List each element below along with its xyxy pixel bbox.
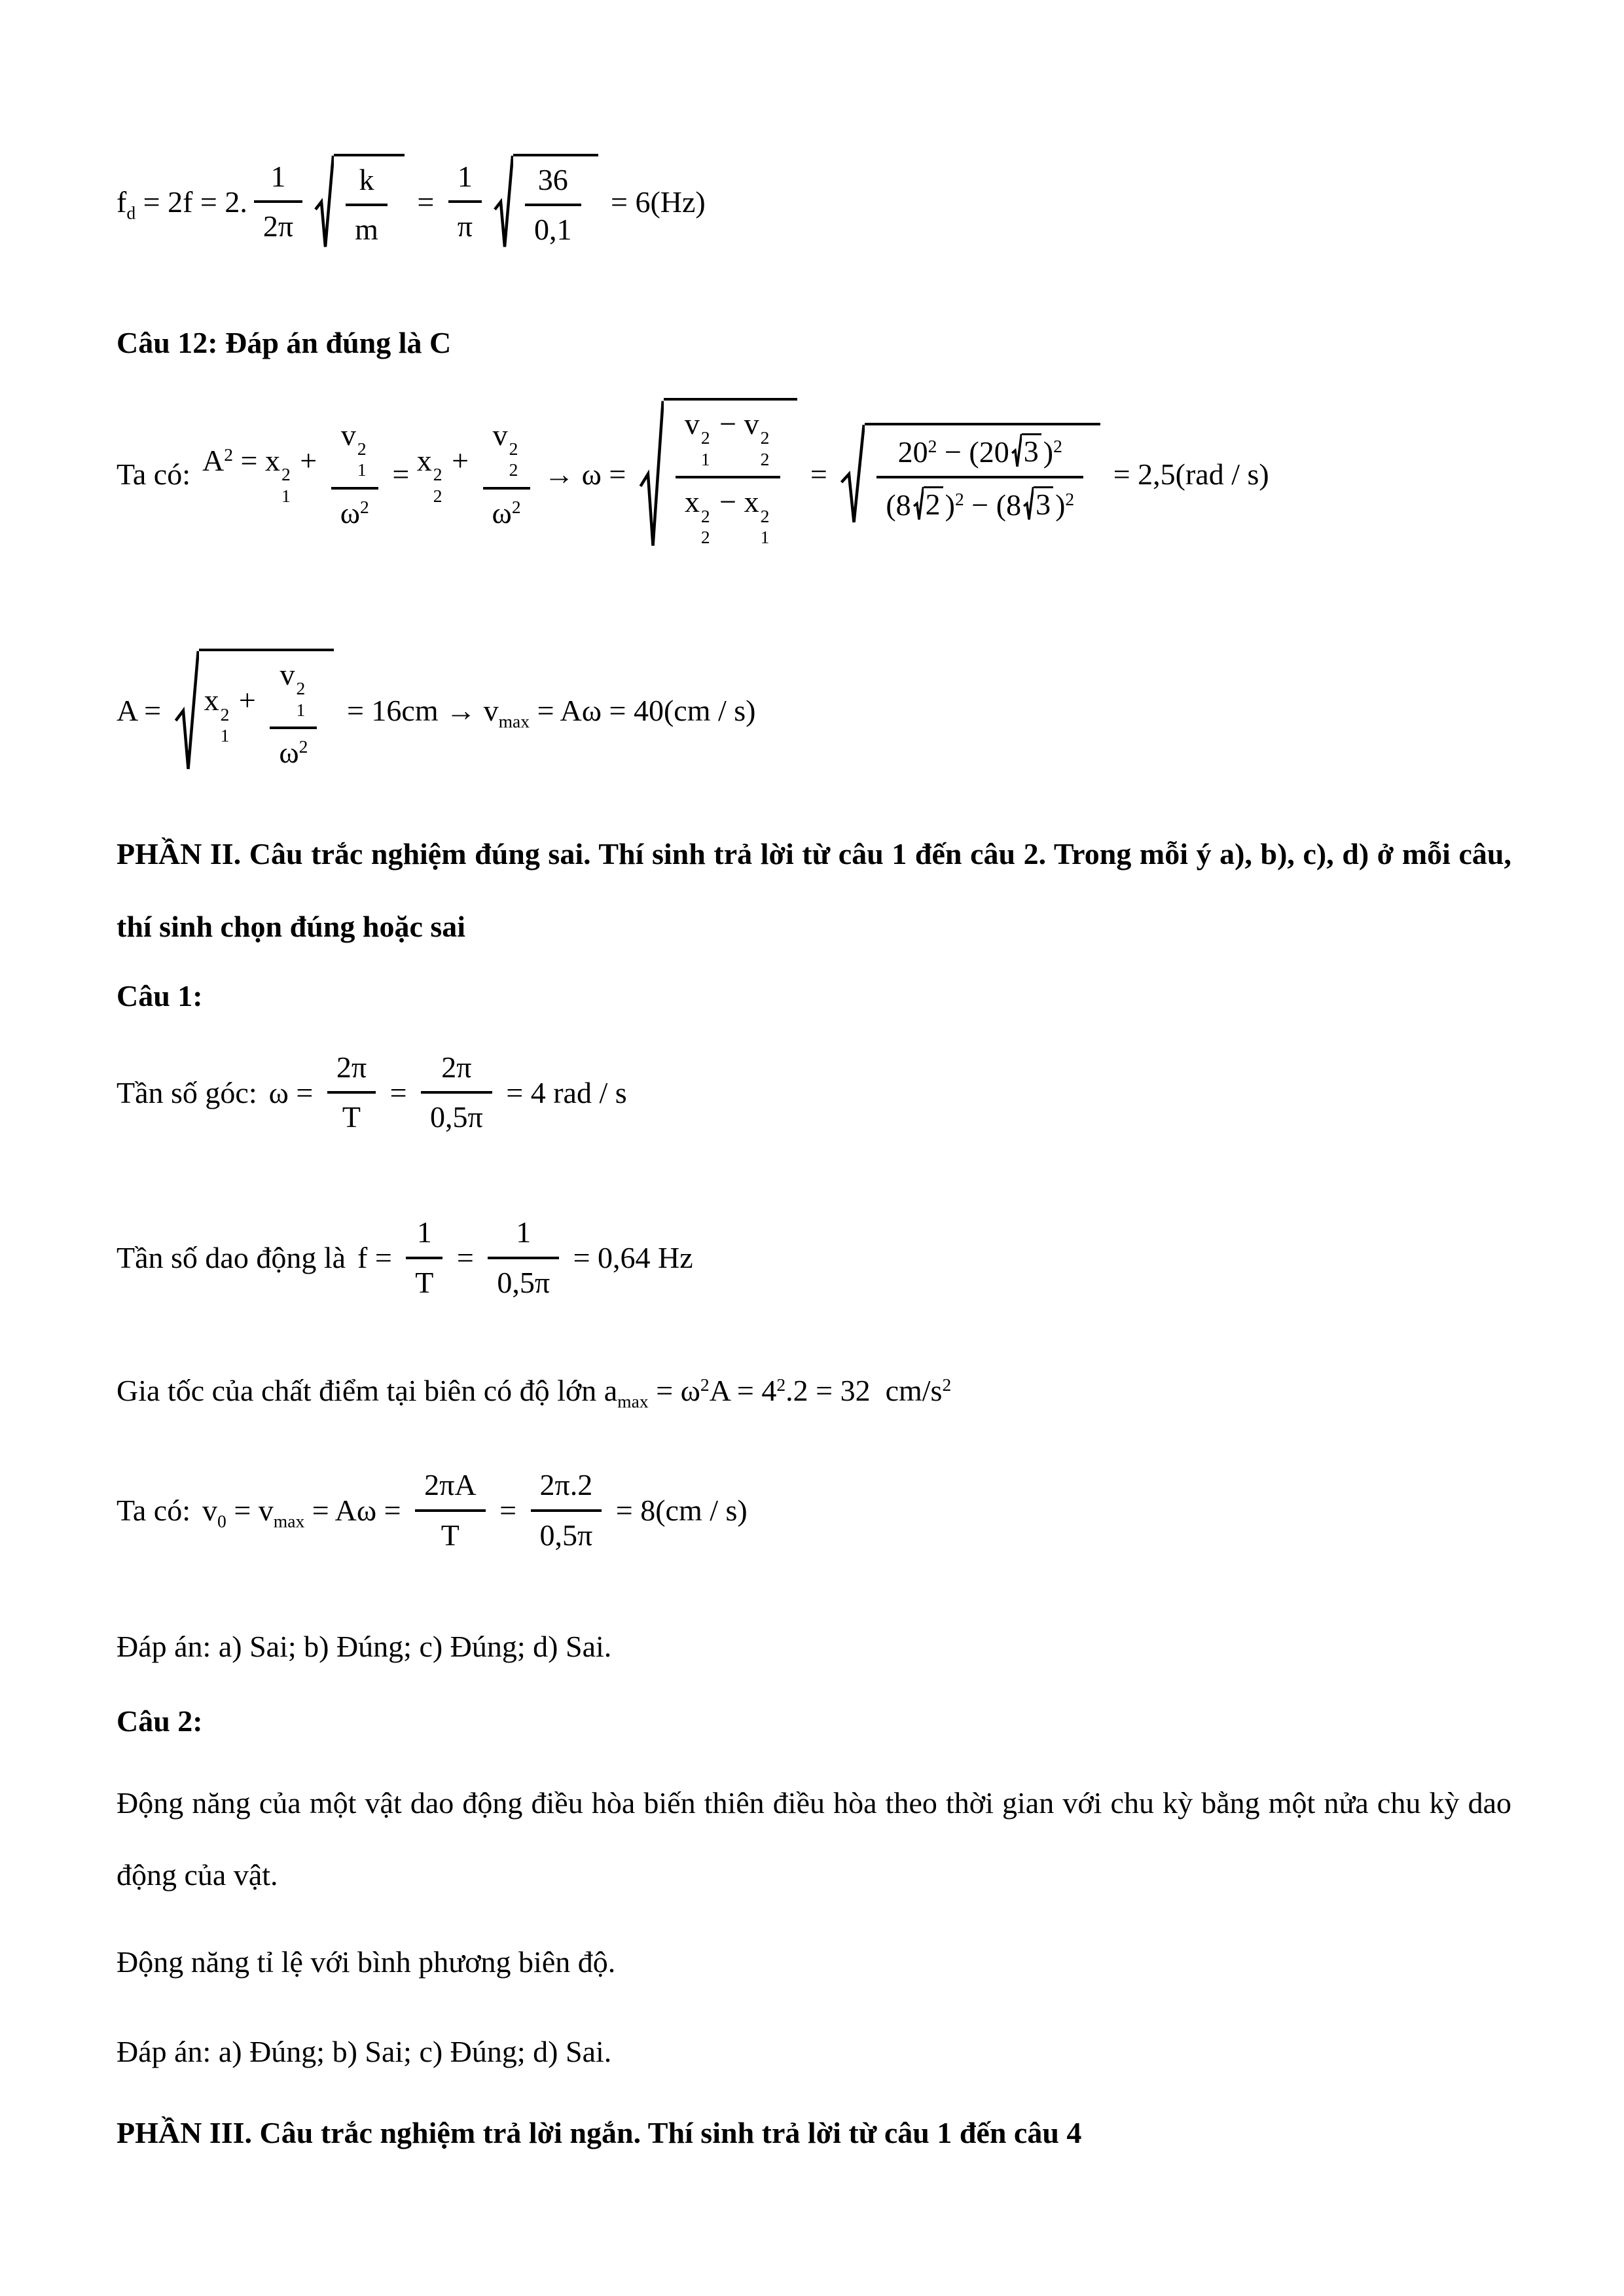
- var-omega: ω: [492, 495, 512, 529]
- sup-2: 2: [296, 677, 306, 698]
- square-root-small: [1023, 486, 1053, 520]
- paren-close: ): [945, 488, 955, 522]
- fraction: [525, 162, 581, 249]
- sentence-label: Gia tốc của chất điểm tại biên có độ lớn: [117, 1373, 604, 1407]
- op-minus: −: [712, 407, 744, 441]
- op-plus: +: [231, 683, 264, 717]
- fraction: [406, 1214, 442, 1301]
- sup-2: 2: [298, 736, 308, 757]
- radical-sign-icon: [1011, 433, 1022, 467]
- num-8: 8: [1006, 488, 1022, 522]
- fraction-denominator: [483, 490, 530, 531]
- var-omega: ω: [279, 736, 299, 770]
- math-token: [417, 443, 477, 505]
- math-token: [204, 683, 264, 744]
- cau1-heading: Câu 1:: [117, 979, 203, 1013]
- fraction-numerator: [406, 1214, 442, 1259]
- cau2-statement-2: Động năng tỉ lệ với bình phương biên độ.: [117, 1945, 616, 1979]
- formula-omega-from-two-states: [117, 398, 1511, 550]
- sup-2: 2: [700, 505, 710, 526]
- num-8: 8: [895, 488, 911, 522]
- var-v2: v: [744, 407, 759, 441]
- radical-sign-icon: [314, 154, 334, 250]
- sup-2: 2: [357, 438, 367, 459]
- radical-sign-icon: [174, 649, 199, 773]
- formula-label: Ta có:: [117, 457, 191, 491]
- den-text: T: [415, 1265, 434, 1299]
- op-plus: +: [292, 444, 325, 478]
- fraction-denominator: [421, 1094, 492, 1136]
- fraction: [448, 158, 482, 245]
- var-x1: x: [204, 683, 219, 717]
- fraction: [676, 406, 781, 549]
- num-text: 2π: [336, 1050, 367, 1084]
- op-minus: −: [964, 488, 996, 522]
- fraction-numerator: [876, 431, 1083, 478]
- result-text: = Aω = 40(cm / s): [530, 694, 756, 728]
- op-plus: +: [444, 444, 477, 478]
- math-token: [339, 693, 756, 732]
- fraction: [415, 1467, 485, 1554]
- sub-2: 2: [433, 486, 442, 507]
- stacked-scripts: [281, 465, 291, 505]
- radicand: [1022, 433, 1041, 467]
- num-text: [341, 420, 369, 479]
- den-text: 0,5π: [497, 1265, 550, 1299]
- stacked-scripts: [761, 429, 770, 468]
- num-text: 1: [516, 1215, 532, 1249]
- fraction: [254, 158, 302, 245]
- num-3: 3: [1036, 488, 1051, 522]
- fraction-denominator: [448, 203, 482, 245]
- sup-2: 2: [224, 444, 234, 465]
- radicand: [199, 649, 334, 773]
- formula-label: Tần số góc:: [117, 1075, 257, 1109]
- op-equals: =: [449, 1241, 482, 1275]
- var-x2: x: [684, 485, 700, 519]
- phan2-heading: PHẦN II. Câu trắc nghiệm đúng sai. Thí sinh trả lời từ câu 1 đến câu 2. Trong mỗi ý a), b), c), d) ở mỗi câu, thí sinh chọn đúng hoặc sai: [117, 837, 1511, 943]
- den-text: 0,5π: [539, 1518, 593, 1552]
- math-token: [117, 185, 247, 223]
- paren-close: ): [1043, 435, 1054, 469]
- formula-label: Ta có:: [117, 1494, 191, 1528]
- sub-2: 2: [760, 448, 770, 469]
- formula-angular-frequency: [117, 1049, 1511, 1136]
- op-equals: =: [492, 1494, 524, 1528]
- num-20: 20: [979, 435, 1009, 469]
- fraction: [876, 431, 1083, 524]
- var-x1: x: [265, 444, 280, 478]
- num-text: [280, 659, 308, 719]
- sup-2: 2: [700, 427, 710, 448]
- mid-text: A = 4: [709, 1373, 777, 1407]
- fraction-numerator: [676, 406, 781, 478]
- stacked-scripts: [433, 465, 442, 505]
- sup-2: 2: [1053, 435, 1062, 456]
- den-text: π: [457, 209, 473, 243]
- sub-1: 1: [281, 486, 291, 507]
- square-root-small: [1011, 433, 1041, 467]
- radicand: [1034, 486, 1053, 520]
- num-text: 2π: [441, 1050, 472, 1084]
- radicand: [664, 398, 798, 550]
- var-a: a: [604, 1373, 618, 1407]
- fraction-numerator: [415, 1467, 485, 1511]
- sub-1: 1: [220, 725, 230, 746]
- den-text: 0,5π: [430, 1100, 483, 1134]
- cau2-statement-1: Động năng của một vật dao động điều hòa biến thiên điều hòa theo thời gian với chu kỳ bằng một nửa chu kỳ dao động của vật.: [117, 1786, 1511, 1892]
- square-root-small: [913, 486, 943, 520]
- radical-sign-icon: [913, 486, 924, 520]
- mid-text: = ω: [648, 1373, 700, 1407]
- op-equals: =: [803, 457, 835, 491]
- var-v1: v: [684, 407, 700, 441]
- cau2-heading: Câu 2:: [117, 1704, 203, 1738]
- arrow-omega-equals: → ω =: [536, 457, 634, 491]
- fraction: [270, 656, 317, 772]
- num-text: [685, 408, 772, 468]
- fraction-denominator: [531, 1512, 602, 1554]
- formula-amplitude: [117, 649, 1511, 773]
- sup-2: 2: [1065, 489, 1075, 510]
- var-v: v: [492, 418, 508, 452]
- num-text: k: [359, 163, 374, 196]
- num-text: 1: [457, 160, 473, 193]
- op-equals: =: [233, 444, 265, 478]
- math-token: [202, 443, 325, 505]
- formula-initial-velocity: [117, 1467, 1511, 1554]
- den-text: m: [355, 213, 378, 247]
- fraction-denominator: [254, 203, 302, 245]
- fraction-denominator: [331, 490, 378, 531]
- stacked-scripts: [701, 429, 710, 468]
- fraction-denominator: [876, 478, 1083, 524]
- sub-max: max: [498, 711, 530, 732]
- num-2: 2: [925, 488, 941, 522]
- fraction-denominator: [346, 206, 388, 248]
- sub-2: 2: [700, 527, 710, 548]
- square-root: [174, 649, 334, 773]
- stacked-scripts: [701, 507, 710, 547]
- fraction-denominator: [415, 1512, 485, 1554]
- mid-text: .2 = 32 cm/s: [785, 1373, 943, 1407]
- sub-0: 0: [217, 1511, 226, 1532]
- square-root: [840, 423, 1100, 526]
- radical-sign-icon: [1023, 486, 1034, 520]
- radicand: [334, 154, 405, 250]
- op-equals: =: [382, 1075, 415, 1109]
- radical-sign-icon: [639, 398, 664, 550]
- sup-2: 2: [360, 496, 369, 517]
- lhs-text: ω =: [268, 1075, 321, 1109]
- den-text: [886, 486, 1074, 521]
- fraction-denominator: [406, 1259, 442, 1301]
- var-v: v: [340, 418, 356, 452]
- stacked-scripts: [761, 507, 770, 547]
- sub-1: 1: [296, 699, 306, 720]
- radicand: [513, 154, 598, 250]
- square-root: [639, 398, 798, 550]
- lhs-text: A =: [117, 694, 169, 728]
- var-omega: ω: [340, 495, 361, 529]
- radicand: [924, 486, 943, 520]
- stacked-scripts: [297, 679, 306, 719]
- square-root: [314, 154, 405, 250]
- sup-2: 2: [776, 1374, 786, 1395]
- cau1-answer-line: Đáp án: a) Sai; b) Đúng; c) Đúng; d) Sai.: [117, 1630, 612, 1664]
- fraction-denominator: [525, 206, 581, 248]
- fraction-numerator: [254, 158, 302, 203]
- radical-sign-icon: [840, 423, 865, 526]
- den-text: [340, 497, 369, 529]
- fraction: [483, 417, 530, 532]
- phan3-heading: PHẦN III. Câu trắc nghiệm trả lời ngắn. Thí sinh trả lời từ câu 1 đến câu 4: [117, 2115, 1082, 2149]
- lhs-text: f =: [357, 1241, 400, 1275]
- num-20: 20: [897, 435, 928, 469]
- var-x2: x: [416, 444, 432, 478]
- den-text: T: [342, 1100, 361, 1134]
- den-text: 0,1: [534, 213, 572, 247]
- fraction-denominator: [676, 478, 781, 548]
- den-text: [279, 737, 308, 768]
- formula-frequency: [117, 1214, 1511, 1301]
- paren-close: ): [1055, 488, 1066, 522]
- sub-1: 1: [700, 448, 710, 469]
- num-text: 2πA: [424, 1468, 477, 1502]
- paren-open: (: [996, 488, 1007, 522]
- op-minus: −: [712, 485, 744, 519]
- den-text: T: [441, 1518, 460, 1552]
- sub-2: 2: [509, 459, 518, 480]
- fraction: [327, 1049, 376, 1136]
- radicand: [865, 423, 1100, 526]
- num-text: 1: [416, 1215, 432, 1249]
- cau12-heading: Câu 12: Đáp án đúng là C: [117, 325, 452, 359]
- sup-2: 2: [760, 427, 770, 448]
- sup-2: 2: [509, 438, 518, 459]
- fraction: [421, 1049, 492, 1136]
- paren-open: (: [886, 488, 896, 522]
- result-text: = 6(Hz): [603, 185, 706, 219]
- sup-2: 2: [928, 435, 937, 456]
- square-root: [494, 154, 598, 250]
- var-v: v: [280, 657, 295, 691]
- var-v: v: [202, 1494, 218, 1528]
- op-equals: = 2f = 2.: [135, 185, 247, 219]
- sup-2: 2: [281, 464, 291, 485]
- sub-1: 1: [760, 527, 770, 548]
- sup-2: 2: [511, 496, 521, 517]
- fraction-numerator: [346, 162, 388, 206]
- paren-open: (: [969, 435, 979, 469]
- sub-max: max: [617, 1391, 649, 1412]
- fraction-numerator: [270, 656, 317, 729]
- math-token: [202, 1493, 409, 1532]
- fraction: [331, 417, 378, 532]
- mid-text: = 16cm → v: [339, 694, 499, 728]
- stacked-scripts: [357, 440, 367, 479]
- mid-text: = Aω =: [304, 1494, 409, 1528]
- sup-2: 2: [760, 505, 770, 526]
- fraction-denominator: [327, 1094, 376, 1136]
- result-text: = 8(cm / s): [608, 1494, 748, 1528]
- mid-text: = v: [226, 1494, 274, 1528]
- op-equals: =: [384, 457, 417, 491]
- fraction-numerator: [525, 162, 581, 206]
- num-text: [493, 420, 520, 479]
- sub-d: d: [126, 202, 136, 223]
- fraction-numerator: [421, 1049, 492, 1094]
- var-f: f: [117, 185, 127, 219]
- radical-sign-icon: [494, 154, 513, 250]
- acceleration-sentence: [117, 1372, 1511, 1410]
- fraction-numerator: [327, 1049, 376, 1094]
- fraction-numerator: [531, 1467, 602, 1511]
- var-A: A: [202, 444, 225, 478]
- num-text: 1: [270, 160, 286, 193]
- den-text: [685, 486, 772, 546]
- num-text: 36: [537, 163, 568, 196]
- result-text: = 4 rad / s: [498, 1075, 627, 1109]
- num-text: 2π.2: [539, 1468, 593, 1502]
- sup-2: 2: [955, 489, 964, 510]
- sup-2: 2: [942, 1374, 952, 1395]
- num-3: 3: [1023, 435, 1039, 469]
- fraction-numerator: [331, 417, 378, 490]
- formula-driven-frequency: [117, 154, 1511, 250]
- num-text: [898, 433, 1062, 468]
- sup-2: 2: [220, 704, 230, 725]
- fraction-numerator: [488, 1214, 559, 1259]
- fraction-numerator: [448, 158, 482, 203]
- math-token: [604, 1373, 952, 1412]
- den-text: [492, 497, 521, 529]
- fraction: [346, 162, 388, 249]
- op-equals: =: [409, 185, 442, 219]
- cau2-answer-line: Đáp án: a) Đúng; b) Sai; c) Đúng; d) Sai.: [117, 2035, 612, 2069]
- fraction: [488, 1214, 559, 1301]
- stacked-scripts: [221, 706, 230, 745]
- sub-max: max: [273, 1511, 305, 1532]
- den-text: 2π: [262, 209, 294, 243]
- fraction-numerator: [483, 417, 530, 490]
- result-text: = 0,64 Hz: [566, 1241, 693, 1275]
- sub-1: 1: [357, 459, 367, 480]
- op-minus: −: [937, 435, 969, 469]
- fraction-denominator: [488, 1259, 559, 1301]
- var-x1: x: [744, 485, 759, 519]
- fraction-denominator: [270, 729, 317, 771]
- sup-2: 2: [700, 1374, 710, 1395]
- result-text: = 2,5(rad / s): [1106, 457, 1269, 491]
- fraction: [531, 1467, 602, 1554]
- formula-label: Tần số dao động là: [117, 1241, 346, 1275]
- sup-2: 2: [433, 464, 442, 485]
- stacked-scripts: [509, 440, 518, 479]
